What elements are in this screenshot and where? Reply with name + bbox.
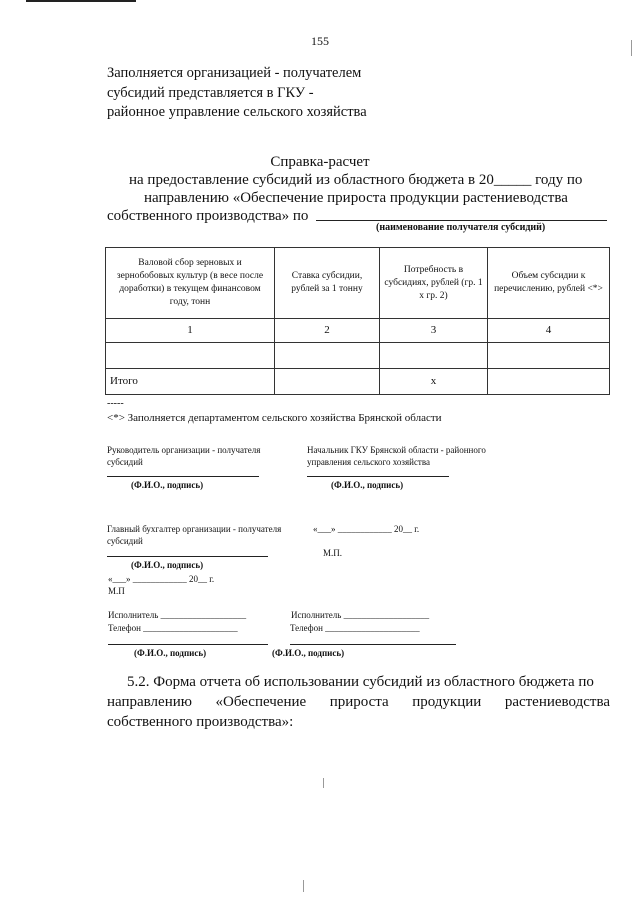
scan-mark [323,778,324,788]
table-cell[interactable] [488,369,610,395]
table-cell: х [380,369,488,395]
table-cell[interactable] [275,369,380,395]
table-header-cell: Потребность в субсидиях, рублей (гр. 1 х гр. 2) [380,248,488,319]
accountant-caption: (Ф.И.О., подпись) [131,560,204,570]
page-number: 155 [311,34,329,48]
section-word: направлению [107,694,192,710]
table-header-cell: Объем субсидии к перечислению, рублей <*> [488,248,610,319]
executor-left: Исполнитель ___________________ [108,610,247,620]
section-word: продукции [412,694,482,710]
section-heading [107,672,610,732]
table-row [106,343,610,369]
table-cell[interactable] [380,343,488,369]
stamp-right: М.П. [323,548,343,558]
accountant-sign-line [107,556,268,557]
section-line-1: 5.2. Форма отчета об использовании субсидий из областного бюджета по [127,674,594,690]
title-line-3: направлению «Обеспечение прироста продукции растениеводства [144,190,568,206]
table-cell: 1 [106,319,275,343]
executor-right: Исполнитель ___________________ [291,610,430,620]
head-org-label: Руководитель организации - получателя субсидий [107,445,261,467]
date-left: «___» ____________ 20__ г. [108,574,215,584]
head-gku-label: Начальник ГКУ Брянской области - районного управления сельского хозяйства [307,445,486,467]
total-label: Итого [106,369,275,395]
accountant-label: Главный бухгалтер организации - получателя субсидий [107,524,282,546]
recipient-caption: (наименование получателя субсидий) [376,222,546,233]
table-header-row [106,248,610,319]
section-word: растениеводства [504,694,610,710]
head-gku-sign-line [307,476,449,477]
fio-left-caption: (Ф.И.О., подпись) [134,648,207,658]
table-cell[interactable] [488,343,610,369]
table-number-row [106,319,610,343]
phone-right: Телефон _____________________ [290,623,420,633]
calc-table [105,247,610,395]
title-line-2: на предоставление субсидий из областного бюджета в 20_____ году по [129,172,583,188]
table-header-cell: Валовой сбор зерновых и зернобобовых культур (в весе после доработки) в текущем финансовом году, тонн [106,248,275,319]
stamp-left: М.П [108,586,125,596]
section-word: «Обеспечение [215,694,307,710]
recipient-field-line [316,220,607,221]
footnote: <*> Заполняется департаментом сельского хозяйства Брянской области [107,412,442,424]
date-right: «___» ____________ 20__ г. [313,524,420,534]
table-cell: 3 [380,319,488,343]
table-cell: 4 [488,319,610,343]
header-note: Заполняется организацией - получателем субсидий представляется в ГКУ - районное управление сельского хозяйства [107,65,367,120]
table-cell: 2 [275,319,380,343]
section-word: прироста [329,694,389,710]
section-line-2 [107,692,610,712]
scan-mark [303,880,304,892]
table-header-cell: Ставка субсидии, рублей за 1 тонну [275,248,380,319]
fio-right-caption: (Ф.И.О., подпись) [272,648,345,658]
executor-right-line [290,644,456,645]
table-cell[interactable] [275,343,380,369]
head-org-sign-line [107,476,259,477]
footnote-separator: ----- [107,398,124,409]
section-line-3: собственного производства»: [107,714,294,730]
doc-title: Справка-расчет [270,154,370,170]
scan-mark [631,40,632,56]
top-rule [26,0,136,2]
title-line-4: собственного производства» по [107,208,309,224]
phone-left: Телефон _____________________ [108,623,238,633]
table-cell[interactable] [106,343,275,369]
head-gku-caption: (Ф.И.О., подпись) [331,480,404,490]
table-total-row [106,369,610,395]
executor-left-line [108,644,268,645]
head-org-caption: (Ф.И.О., подпись) [131,480,204,490]
